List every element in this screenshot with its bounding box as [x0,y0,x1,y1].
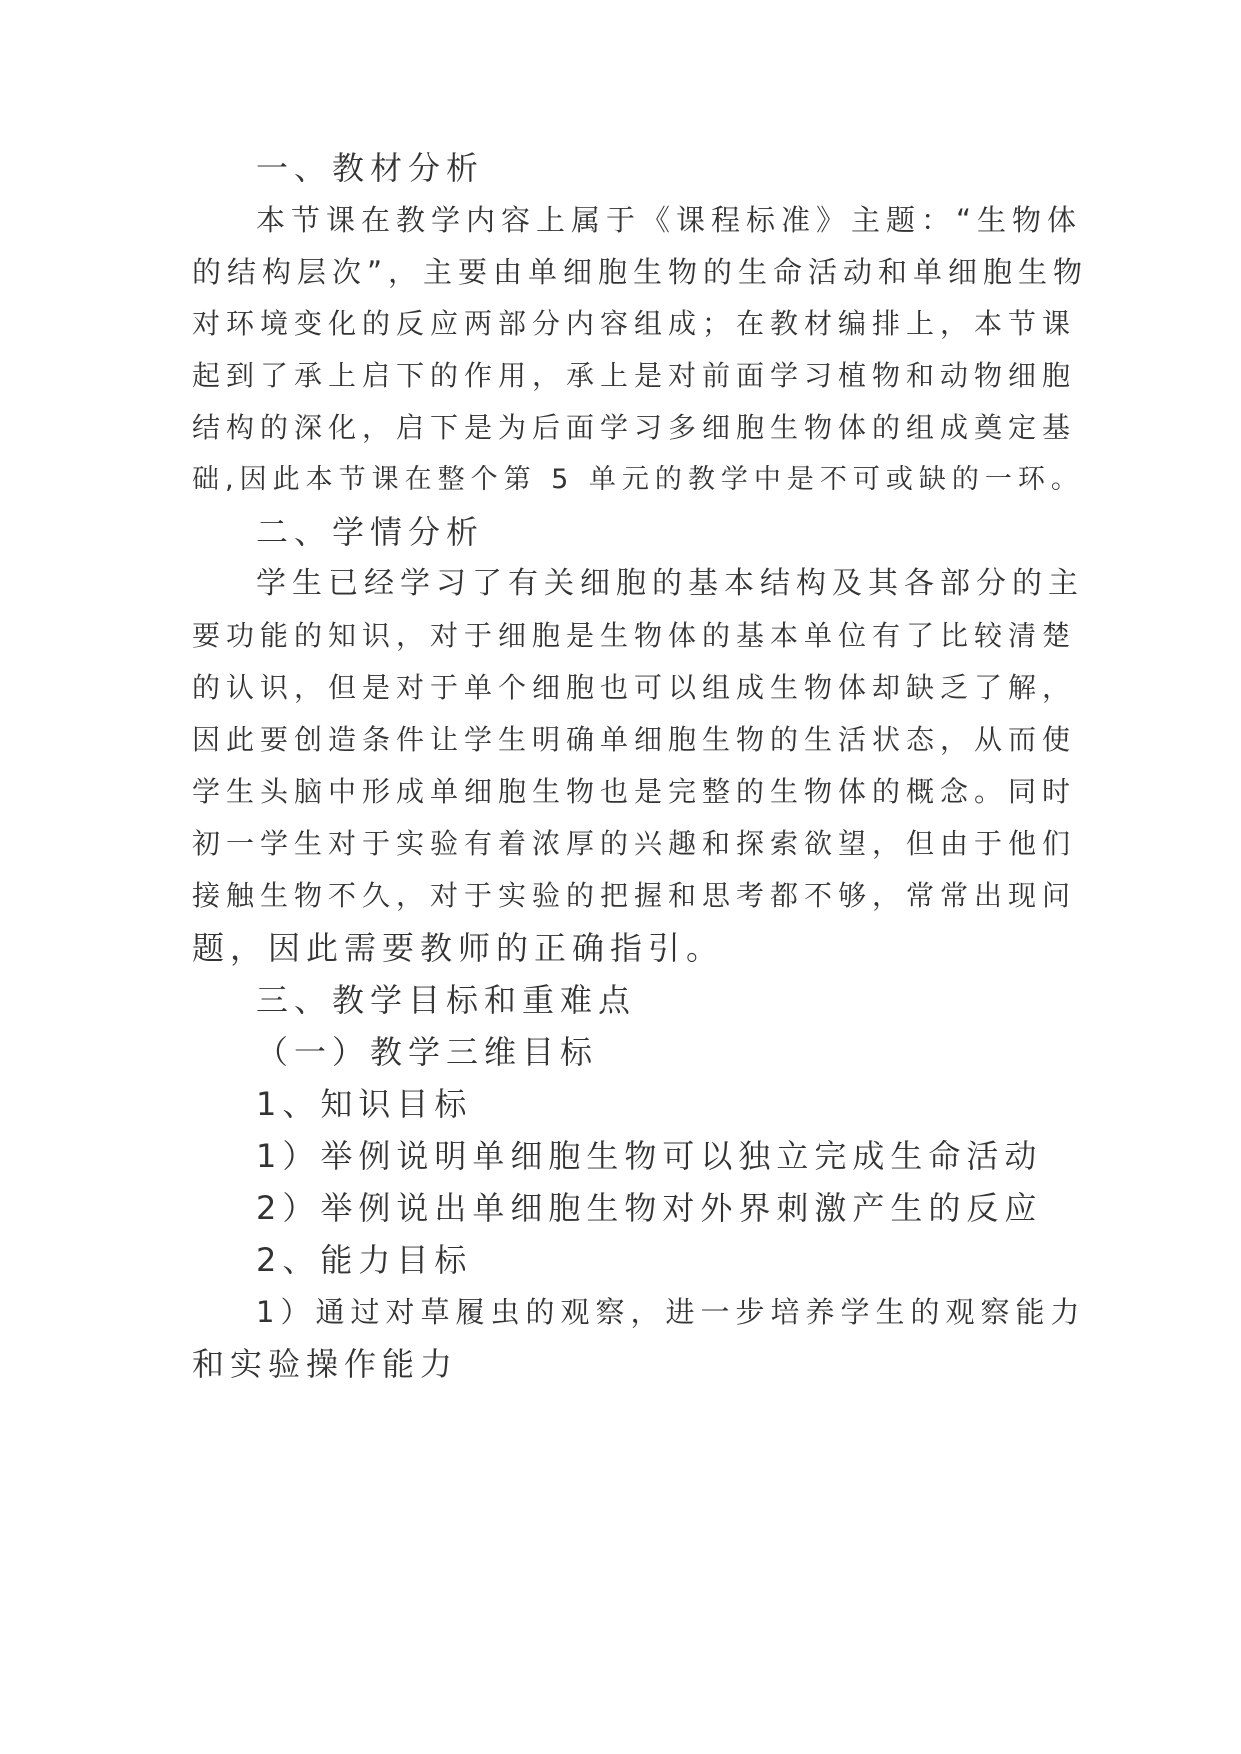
paragraph-line: 起到了承上启下的作用，承上是对前面学习植物和动物细胞 [192,359,1077,392]
paragraph-line: 初一学生对于实验有着浓厚的兴趣和探索欲望，但由于他们 [192,827,1077,860]
section-heading-textbook-analysis: 一、教材分析 [256,149,485,187]
subheading-three-dimensional-goals: （一）教学三维目标 [256,1033,599,1071]
list-item: 2）举例说出单细胞生物对外界刺激产生的反应 [256,1189,1043,1227]
paragraph-line: 因此要创造条件让学生明确单细胞生物的生活状态，从而使 [192,723,1077,756]
paragraph-line: 学生头脑中形成单细胞生物也是完整的生物体的概念。同时 [192,775,1077,808]
list-item-continuation: 和实验操作能力 [192,1345,459,1383]
subheading-ability-goals: 2、能力目标 [256,1241,473,1279]
paragraph-line: 础,因此本节课在整个第 5 单元的教学中是不可或缺的一环。 [192,464,1084,495]
paragraph-line: 要功能的知识，对于细胞是生物体的基本单位有了比较清楚 [192,619,1077,652]
paragraph-line: 结构的深化，启下是为后面学习多细胞生物体的组成奠定基 [192,411,1077,444]
section-heading-learner-analysis: 二、学情分析 [256,513,485,551]
list-item: 1）举例说明单细胞生物可以独立完成生命活动 [256,1137,1043,1175]
paragraph-line: 题，因此需要教师的正确指引。 [192,929,725,967]
list-item: 1）通过对草履虫的观察，进一步培养学生的观察能力 [256,1295,1086,1329]
paragraph-line: 接触生物不久，对于实验的把握和思考都不够，常常出现问 [192,879,1077,912]
paragraph-line: 的认识，但是对于单个细胞也可以组成生物体却缺乏了解， [192,671,1077,704]
subheading-knowledge-goals: 1、知识目标 [256,1085,473,1123]
paragraph-line: 本节课在教学内容上属于《课程标准》主题：“生物体 [256,203,1083,237]
paragraph-line: 对环境变化的反应两部分内容组成；在教材编排上，本节课 [192,307,1077,340]
paragraph-line: 学生已经学习了有关细胞的基本结构及其各部分的主 [256,566,1084,601]
paragraph-line: 的结构层次”，主要由单细胞生物的生命活动和单细胞生物 [192,255,1089,289]
section-heading-goals: 三、教学目标和重难点 [256,981,637,1019]
